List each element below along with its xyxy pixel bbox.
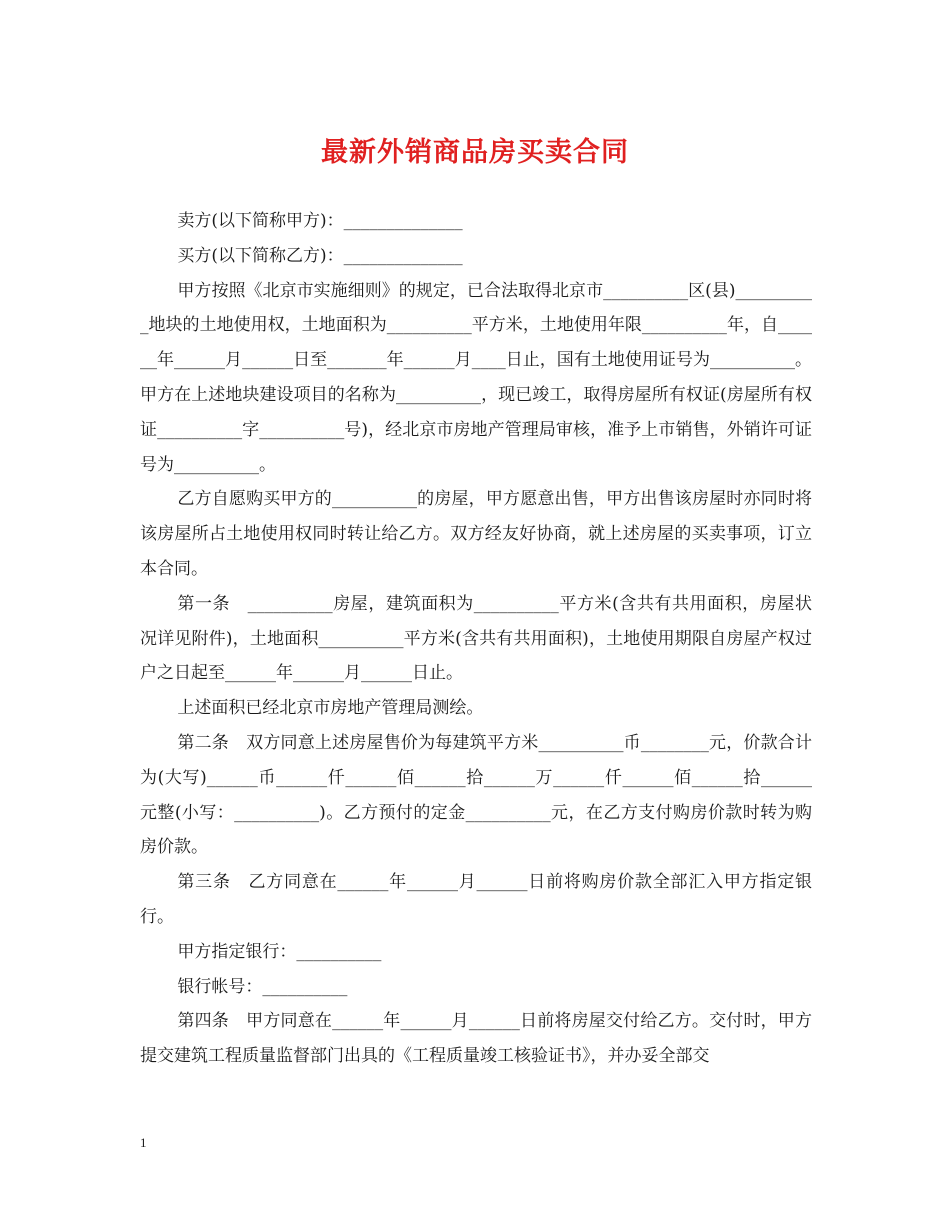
document-title: 最新外销商品房买卖合同 [321, 137, 629, 168]
paragraph-land-use: 甲方按照《北京市实施细则》的规定，已合法取得北京市__________区(县)__________地块的土地使用权，土地面积为__________平方米，土地使用年限__________年，自______年______月______日至_______年______月____日止，国有土地使用证号为__________。甲方在上述地块建设项目的名称为__________，现已竣工，取得房屋所有权证(房屋所有权证__________字__________号)，经北京市房地产管理局审核，准予上市销售，外销许可证号为__________。 [140, 280, 812, 475]
article-one: 第一条 __________房屋，建筑面积为__________平方米(含共有共用面积，房屋状况详见附件)，土地面积__________平方米(含共有共用面积)，土地使用期限自房屋产权过户之日起至______年______月______日止。 [140, 593, 812, 684]
seller-line: 卖方(以下简称甲方)：______________ [177, 211, 463, 231]
designated-bank-line: 甲方指定银行：__________ [177, 941, 382, 962]
survey-note: 上述面积已经北京市房地产管理局测绘。 [177, 698, 484, 719]
buyer-line: 买方(以下简称乙方)：______________ [177, 245, 463, 266]
bank-account-line: 银行帐号：__________ [177, 976, 348, 997]
article-three: 第三条 乙方同意在______年______月______日前将购房价款全部汇入甲方指定银行。 [140, 872, 812, 927]
article-four: 第四条 甲方同意在______年______月______日前将房屋交付给乙方。交付时，甲方提交建筑工程质量监督部门出具的《工程质量竣工核验证书》，并办妥全部交 [140, 1011, 812, 1067]
paragraph-purchase-intent: 乙方自愿购买甲方的__________的房屋，甲方愿意出售，甲方出售该房屋时亦同时将该房屋所占土地使用权同时转让给乙方。双方经友好协商，就上述房屋的买卖事项，订立本合同。 [140, 489, 812, 579]
contract-body [140, 204, 812, 1074]
article-two: 第二条 双方同意上述房屋售价为每建筑平方米__________币________元，价款合计为(大写)______币______仟______佰______拾______万______仟______佰______拾______元整(小写：__________)。乙方预付的定金__________元，在乙方支付购房价款时转为购房价款。 [140, 732, 812, 858]
page-number: 1 [140, 1135, 147, 1150]
